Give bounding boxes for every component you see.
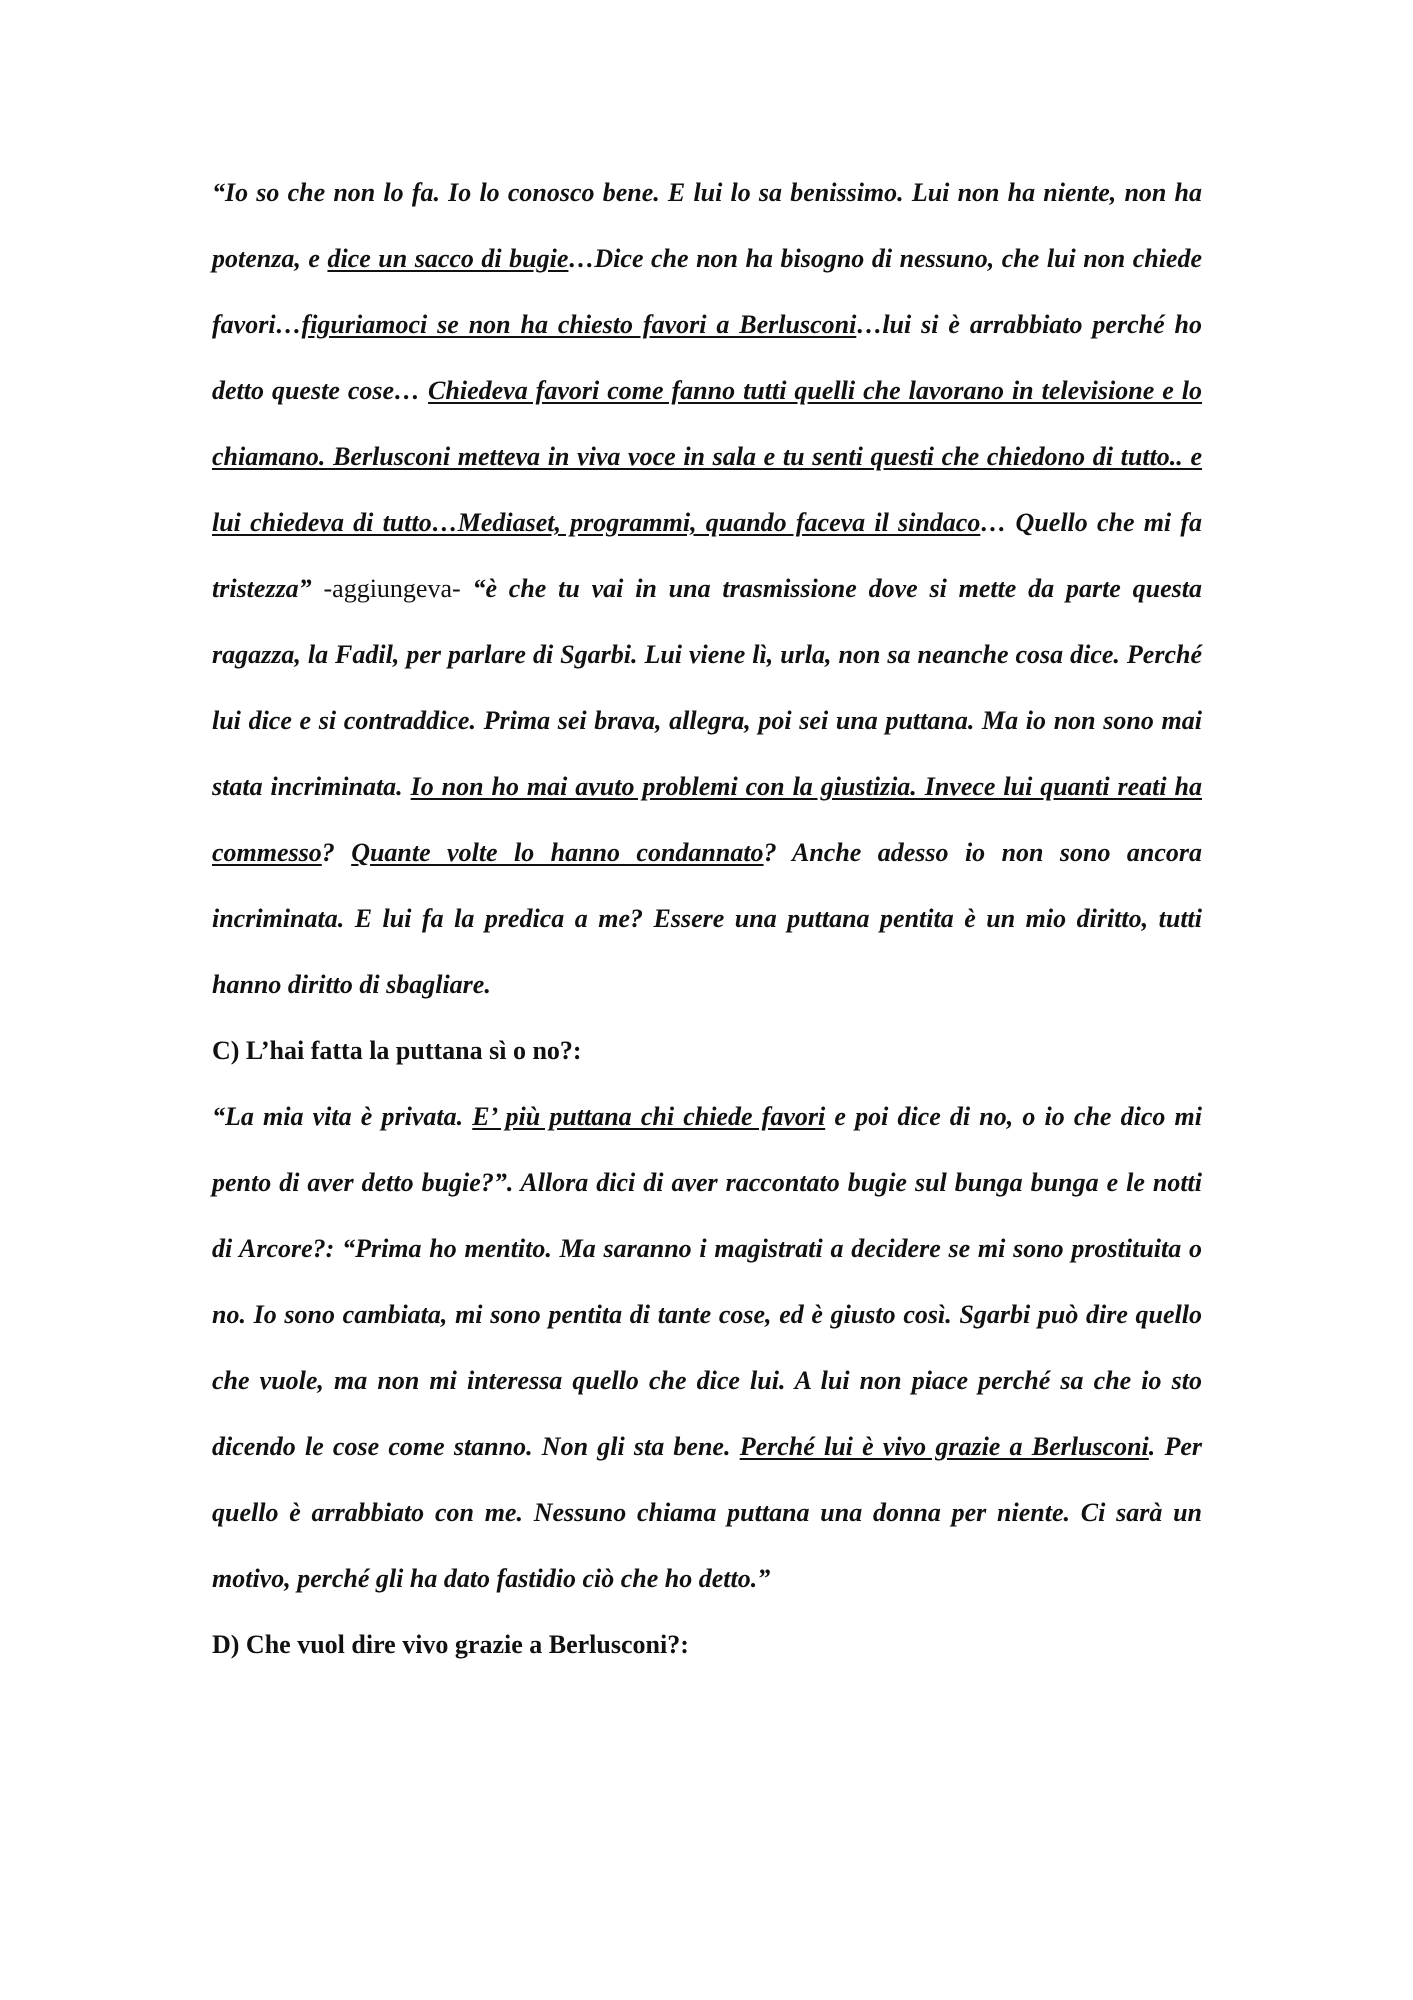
underlined-text: Perché lui è vivo grazie a Berlusconi bbox=[739, 1432, 1149, 1461]
text-run: …Dice che non ha bisogno di nessuno, che lui non chiede favori… bbox=[212, 244, 1202, 339]
text-run: … Quello che mi fa tristezza” bbox=[212, 508, 1202, 603]
text-run: . Per quello è arrabbiato con me. Nessuno chiama puttana una donna per niente. Ci sarà un motivo, perché gli ha dato fastidio ciò che ho detto.” bbox=[212, 1432, 1203, 1593]
text-run: “Io so che non lo fa. Io lo conosco bene. E lui lo sa benissimo. Lui non ha niente, non ha potenza, e bbox=[212, 178, 1202, 273]
underlined-text: Chiedeva favori come fanno tutti quelli che lavorano in televisione e lo chiamano. Berlusconi metteva in viva voce in sala e tu senti questi che chiedono di tutto.. e lui chiedeva di tutto…Mediaset, programmi, quando faceva il sindaco bbox=[212, 376, 1202, 537]
paragraph-interview-answer-2 bbox=[212, 1084, 1202, 1612]
text-run: “è che tu vai in una trasmissione dove si mette da parte questa ragazza, la Fadil, per parlare di Sgarbi. Lui viene lì, urla, non sa neanche cosa dice. Perché lui dice e si contraddice. Prima sei brava, allegra, poi sei una puttana. Ma io non sono mai stata incriminata. bbox=[212, 574, 1202, 801]
underlined-text: figuriamoci se non ha chiesto favori a Berlusconi bbox=[301, 310, 857, 339]
text-run: e poi dice di no, o io che dico mi pento di aver detto bugie?”. Allora dici di aver raccontato bugie sul bunga bunga e le notti di Arcore?: “Prima ho mentito. Ma saranno i magistrati a decidere se mi sono prostituita o no. Io sono cambiata, mi sono pentita di tante cose, ed è giusto così. Sgarbi può dire quello che vuole, ma non mi interessa quello che dice lui. A lui non piace perché sa che io sto dicendo le cose come stanno. Non gli sta bene. bbox=[212, 1102, 1202, 1461]
underlined-text: Io non ho mai avuto problemi con la giustizia. Invece lui quanti reati ha commesso bbox=[212, 772, 1202, 867]
text-run: ? Anche adesso io non sono ancora incriminata. E lui fa la predica a me? Essere una puttana pentita è un mio diritto, tutti hanno diritto di sbagliare. bbox=[212, 838, 1203, 999]
paragraph-interview-answer-1 bbox=[212, 160, 1202, 1018]
underlined-text: dice un sacco di bugie bbox=[327, 244, 569, 273]
text-run: ? bbox=[321, 838, 352, 867]
text-run: …lui si è arrabbiato perché ho detto queste cose… bbox=[212, 310, 1202, 405]
question-heading-d: D) Che vuol dire vivo grazie a Berlusconi?: bbox=[212, 1630, 689, 1659]
question-heading-c: C) L’hai fatta la puttana sì o no?: bbox=[212, 1036, 582, 1065]
underlined-text: Quante volte lo hanno condannato bbox=[351, 838, 764, 867]
underlined-text: E’ più puttana chi chiede favori bbox=[472, 1102, 826, 1131]
plain-text-run: -aggiungeva- bbox=[311, 574, 473, 603]
text-run: “La mia vita è privata. bbox=[212, 1102, 473, 1131]
text-block bbox=[212, 160, 1202, 1678]
